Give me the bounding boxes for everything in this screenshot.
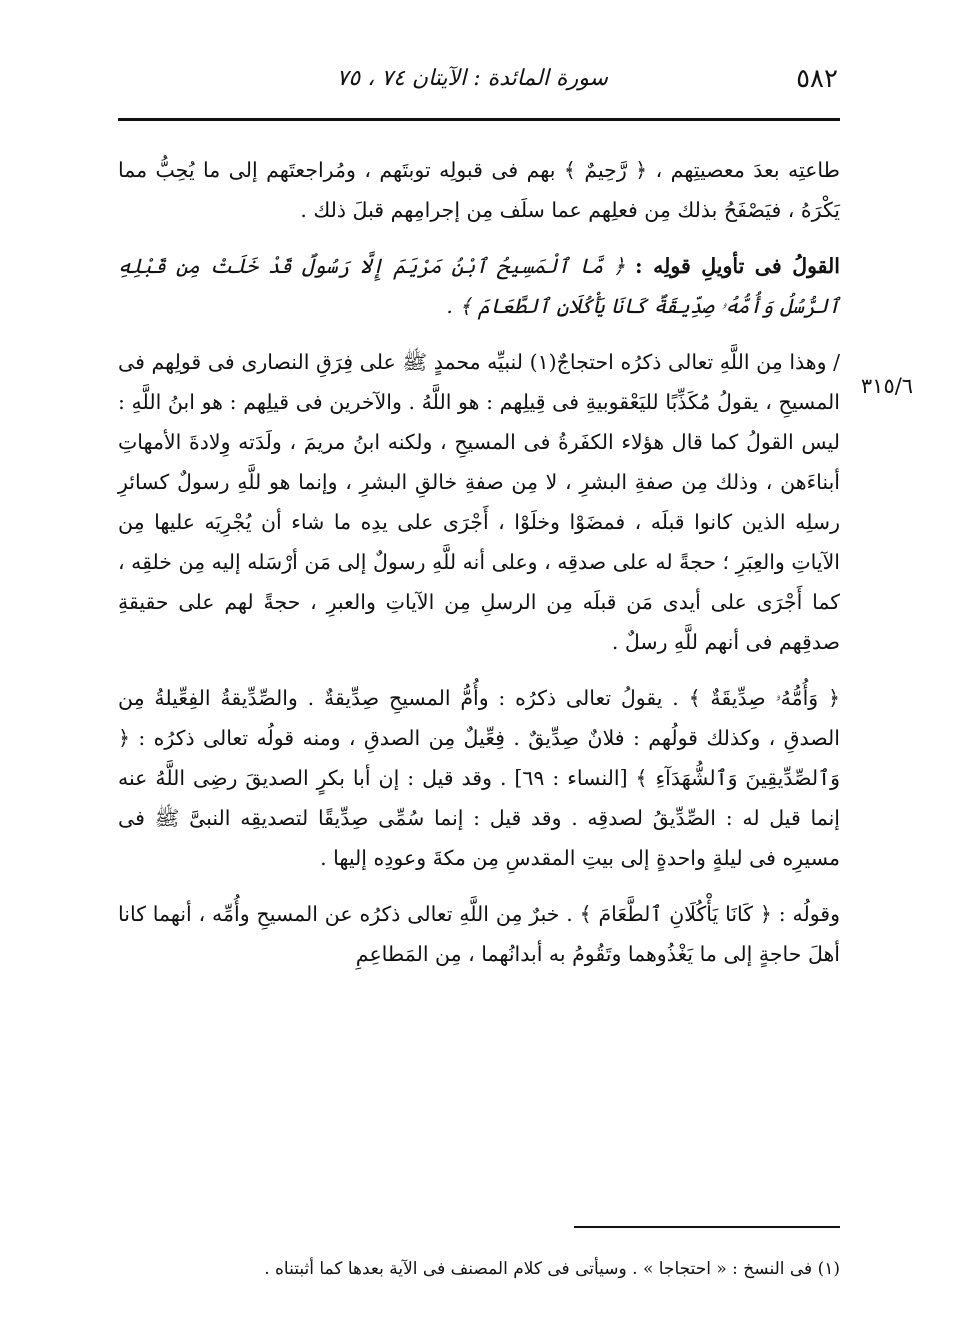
paragraph-text: / وهذا مِن اللَّهِ تعالى ذكرُه احتجاجٌ(١) لنبيِّه محمدٍ ﷺ على فِرَقِ النصارى فى قولِهم فى المسيحِ ، يقولُ مُكَذِّبًا لليَعْقوبيةِ فى قِيلِهم : هو اللَّهُ . والآخرين فى قيلِهم : هو ابنُ اللَّهِ : ليس القولُ كما قال هؤلاء الكفَرةُ فى المسيحِ ، ولكنه ابنُ مريمَ ، ولَدَته وِلادةَ الأمهاتِ أبناءَهن ، وذلك مِن صفةِ البشرِ ، لا مِن صفةِ خالقِ البشرِ ، وإنما هو للَّهِ رسولٌ كسائرِ رسلِه الذين كانوا قبلَه ، فمضَوْا وخلَوْا ، أَجْرَى على يدِه ما شاء أن يُجْرِيَه عليها مِن الآياتِ والعِبَرِ ؛ حجةً له على صدقِه ، وعلى أنه للَّهِ رسولٌ إلى مَن أرْسَله إليه مِن خلقِه ، كما أَجْرَى على أيدى مَن قبلَه مِن الرسلِ مِن الآياتِ والعبرِ ، حجةً لهم على حقيقةِ صدقِهم فى أنهم للَّهِ رسلٌ . bbox=[118, 350, 840, 654]
paragraph-3 bbox=[118, 342, 840, 662]
running-title: سورة المائدة : الآيتان ٧٤ ، ٧٥ bbox=[336, 66, 608, 91]
paragraph-5 bbox=[118, 894, 840, 974]
footnote-rule bbox=[574, 1226, 840, 1228]
paragraph-text: ﴿ وَأُمُّهُۥ صِدِّيقَةٌ ﴾ . يقولُ تعالى ذكرُه : وأُمُّ المسيحِ صِدِّيقةٌ . والصِّدِّيقةُ الفِعِّيلةُ مِن الصدقِ ، وكذلك قولُهم : فلانٌ صِدِّيقٌ . فِعِّيلٌ مِن الصدقِ ، ومنه قولُه تعالى ذكرُه : ﴿ وَٱلصِّدِّيقِينَ وَٱلشُّهَدَآءِ ﴾ [النساء : ٦٩] . وقد قيل : إن أبا بكرٍ الصديقَ رضِى اللَّهُ عنه إنما قيل له : الصِّدِّيقُ لصدقِه . وقد قيل : إنما سُمِّى صِدِّيقًا لتصديقِه النبىَّ ﷺ فى مسيرِه فى ليلةٍ واحدةٍ إلى بيتِ المقدسِ مِن مكةَ وعودِه إليها . bbox=[118, 686, 840, 870]
page-number: ٥٨٢ bbox=[796, 64, 838, 94]
paragraph-2 bbox=[118, 246, 840, 326]
paragraph-text: طاعتِه بعدَ معصيتِهم ، ﴿ رَّحِيمٌ ﴾ بهم فى قبولِه توبتَهم ، ومُراجعتَهم إلى ما يُحِبُّ مما يَكْرَهُ ، فيَصْفَحُ بذلك مِن فعلِهم عما سلَف مِن إجرامِهم قبلَ ذلك . bbox=[118, 158, 840, 222]
paragraph-4 bbox=[118, 678, 840, 878]
header-rule bbox=[118, 118, 840, 121]
page-header bbox=[118, 62, 838, 102]
paragraph-1 bbox=[118, 150, 840, 230]
paragraph-text: وقولُه : ﴿ كَانَا يَأْكُلَانِ ٱلطَّعَامَ ﴾ . خبرٌ مِن اللَّهِ تعالى ذكرُه عن المسيحِ وأُمِّه ، أنهما كانا أهلَ حاجةٍ إلى ما يَغْذُوهما وتَقُومُ به أبدانُهما ، مِن المَطاعِمِ bbox=[118, 902, 840, 966]
paragraph-lead: القولُ فى تأويلِ قولِه : bbox=[635, 254, 840, 278]
paragraph-text: ﴿ مَّا ٱلْمَسِيحُ ٱبْنُ مَرْيَمَ إِلَّا رَسُولٌ قَدْ خَلَتْ مِن قَبْلِهِ ٱلرُّسُلُ وَأُمُّهُۥ صِدِّيقَةٌ كَانَا يَأْكُلَانِ ٱلطَّعَامَ ﴾ . bbox=[118, 254, 840, 318]
footnote: (١) فى النسخ : « احتجاجا » . وسيأتى فى كلام المصنف فى الآية بعدها كما أثبتناه . bbox=[264, 1259, 840, 1279]
margin-reference: ٣١٥/٦ bbox=[860, 374, 914, 398]
body-text bbox=[118, 150, 840, 990]
